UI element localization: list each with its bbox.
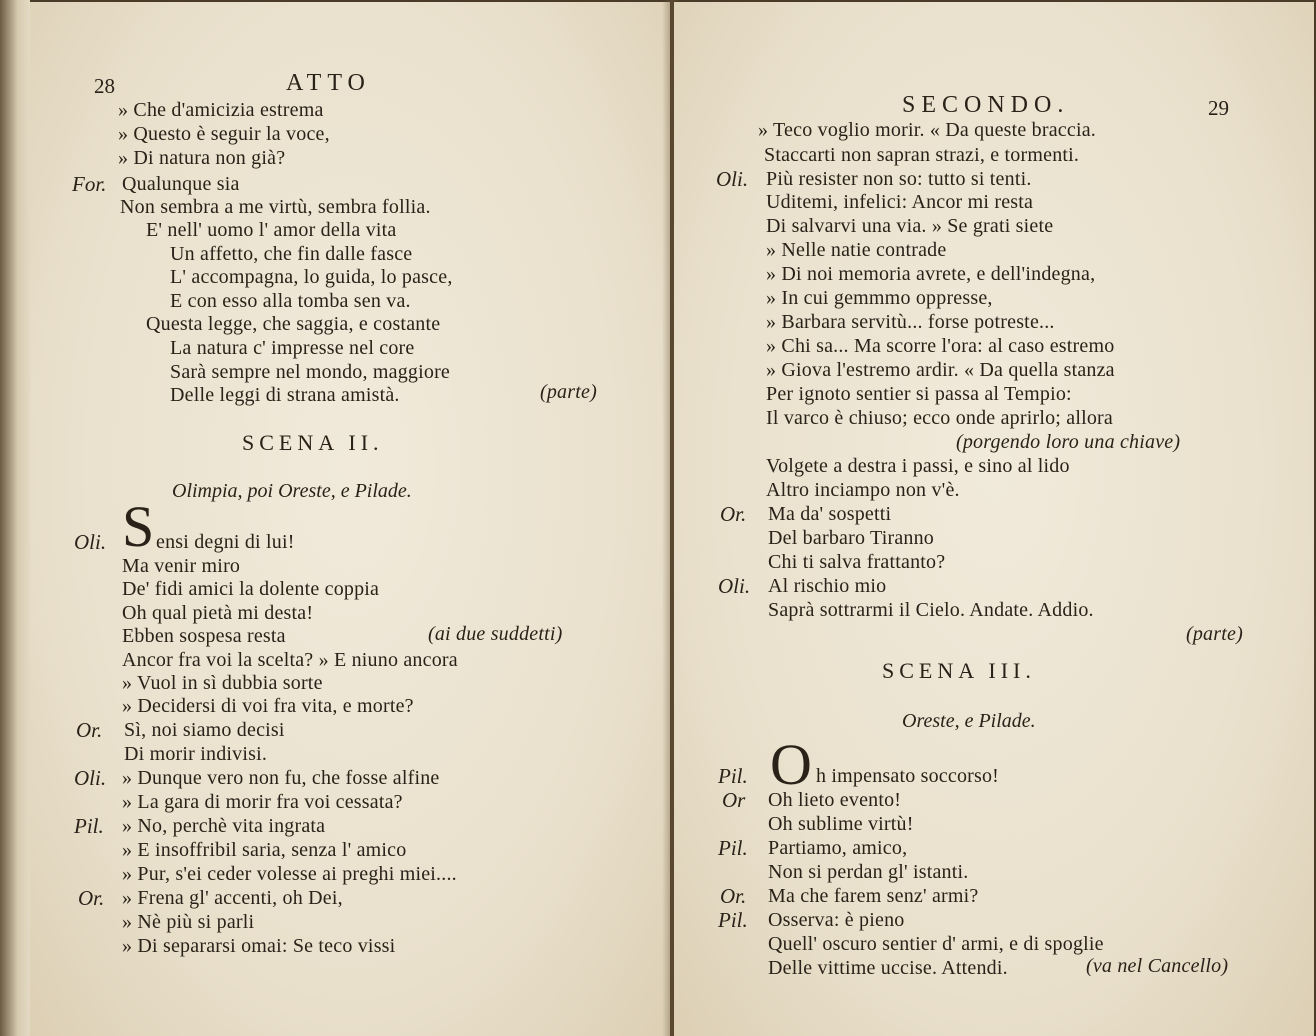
verse-line: h impensato soccorso! [816, 765, 1000, 787]
verse-line: » Chi sa... Ma scorre l'ora: al caso estremo [766, 335, 1115, 357]
verse-line: Un affetto, che fin dalle fasce [170, 243, 413, 265]
verse-line: » Di separarsi omai: Se teco vissi [122, 935, 396, 957]
verse-line: E con esso alla tomba sen va. [170, 290, 411, 312]
stage-direction: (parte) [1186, 623, 1243, 645]
drop-cap: O [770, 732, 812, 797]
verse-line: De' fidi amici la dolente coppia [122, 578, 380, 600]
verse-line: Chi ti salva frattanto? [768, 551, 946, 573]
verse-line: Per ignoto sentier si passa al Tempio: [766, 383, 1072, 405]
right-page [674, 2, 1314, 1036]
verse-line: » Vuol in sì dubbia sorte [122, 672, 323, 694]
verse-line: Osserva: è pieno [768, 909, 905, 931]
drop-cap: S [122, 494, 155, 559]
verse-line: » In cui gemmmo oppresse, [766, 287, 993, 309]
speaker-label: For. [72, 172, 107, 196]
verse-line: » Teco voglio morir. « Da queste braccia. [758, 119, 1096, 141]
verse-line: Delle vittime uccise. Attendi. [768, 957, 1008, 979]
stage-direction: (va nel Cancello) [1086, 955, 1229, 977]
verse-line: Volgete a destra i passi, e sino al lido [766, 455, 1070, 477]
page-number: 29 [1208, 96, 1229, 120]
verse-line: » No, perchè vita ingrata [122, 815, 326, 837]
verse-line: Ebben sospesa resta [122, 625, 286, 647]
verse-line: » La gara di morir fra voi cessata? [122, 791, 403, 813]
book-edge [0, 0, 30, 1036]
verse-line: » Frena gl' accenti, oh Dei, [122, 887, 343, 909]
speaker-label: Oli. [718, 574, 751, 598]
verse-line: » Dunque vero non fu, che fosse alfine [122, 767, 440, 789]
verse-line: La natura c' impresse nel core [170, 337, 415, 359]
verse-line: Qualunque sia [122, 173, 240, 195]
verse-line: Questa legge, che saggia, e costante [146, 313, 441, 335]
verse-line: Più resister non so: tutto si tenti. [766, 168, 1032, 190]
verse-line: Sì, noi siamo decisi [124, 719, 285, 741]
running-head: SECONDO. [902, 92, 1070, 118]
verse-line: » Nè più si parli [122, 911, 255, 933]
left-page [30, 2, 670, 1036]
verse-line: ensi degni di lui! [156, 531, 295, 553]
speaker-label: Or. [76, 718, 103, 742]
verse-line: » Che d'amicizia estrema [118, 99, 324, 121]
speaker-label: Oli. [74, 766, 107, 790]
verse-line: » Giova l'estremo ardir. « Da quella stanza [766, 359, 1115, 381]
stage-direction: (parte) [540, 381, 597, 403]
verse-line: » Di natura non già? [118, 147, 286, 169]
speaker-label: Pil. [718, 836, 748, 860]
verse-line: Ancor fra voi la scelta? » E niuno ancora [122, 649, 458, 671]
verse-line: Uditemi, infelici: Ancor mi resta [766, 191, 1034, 213]
speaker-label: Pil. [718, 764, 748, 788]
page-number: 28 [94, 74, 115, 98]
running-head: ATTO [286, 70, 371, 96]
verse-line: » Barbara servitù... forse potreste... [766, 311, 1055, 333]
verse-line: Non si perdan gl' istanti. [768, 861, 969, 883]
verse-line: » Nelle natie contrade [766, 239, 947, 261]
stage-direction: (porgendo loro una chiave) [956, 431, 1181, 453]
verse-line: Sarà sempre nel mondo, maggiore [170, 361, 451, 383]
speaker-label: Oli. [74, 530, 107, 554]
verse-line: Delle leggi di strana amistà. [170, 384, 400, 406]
verse-line: Saprà sottrarmi il Cielo. Andate. Addio. [768, 599, 1094, 621]
verse-line: Del barbaro Tiranno [768, 527, 934, 549]
scene-title: SCENA II. [242, 430, 384, 455]
verse-line: L' accompagna, lo guida, lo pasce, [170, 266, 453, 288]
verse-line: » Decidersi di voi fra vita, e morte? [122, 695, 414, 717]
verse-line: Ma venir miro [122, 555, 241, 577]
verse-line: Ma da' sospetti [768, 503, 892, 525]
verse-line: Il varco è chiuso; ecco onde aprirlo; allora [766, 407, 1113, 429]
verse-line: Oh qual pietà mi desta! [122, 602, 314, 624]
speaker-label: Oli. [716, 167, 749, 191]
verse-line: Di morir indivisi. [124, 743, 268, 765]
verse-line: Non sembra a me virtù, sembra follia. [120, 196, 431, 218]
verse-line: Ma che farem senz' armi? [768, 885, 979, 907]
stage-direction: (ai due suddetti) [428, 623, 563, 645]
verse-line: Oh lieto evento! [768, 789, 902, 811]
scene-characters: Oreste, e Pilade. [902, 710, 1036, 732]
speaker-label: Or. [78, 886, 105, 910]
scene-title: SCENA III. [882, 658, 1036, 683]
verse-line: Di salvarvi una via. » Se grati siete [766, 215, 1054, 237]
verse-line: Al rischio mio [768, 575, 887, 597]
verse-line: Staccarti non sapran strazi, e tormenti. [764, 144, 1080, 166]
speaker-label: Or. [720, 884, 747, 908]
verse-line: » Pur, s'ei ceder volesse ai preghi miei.... [122, 863, 457, 885]
scene-characters: Olimpia, poi Oreste, e Pilade. [172, 480, 412, 502]
speaker-label: Pil. [74, 814, 104, 838]
verse-line: Oh sublime virtù! [768, 813, 914, 835]
verse-line: E' nell' uomo l' amor della vita [146, 219, 397, 241]
speaker-label: Or [722, 788, 746, 812]
verse-line: Partiamo, amico, [768, 837, 908, 859]
verse-line: Quell' oscuro sentier d' armi, e di spoglie [768, 933, 1104, 955]
speaker-label: Pil. [718, 908, 748, 932]
verse-line: » Di noi memoria avrete, e dell'indegna, [766, 263, 1096, 285]
verse-line: » E insoffribil saria, senza l' amico [122, 839, 407, 861]
verse-line: Altro inciampo non v'è. [766, 479, 960, 501]
verse-line: » Questo è seguir la voce, [118, 123, 330, 145]
speaker-label: Or. [720, 502, 747, 526]
